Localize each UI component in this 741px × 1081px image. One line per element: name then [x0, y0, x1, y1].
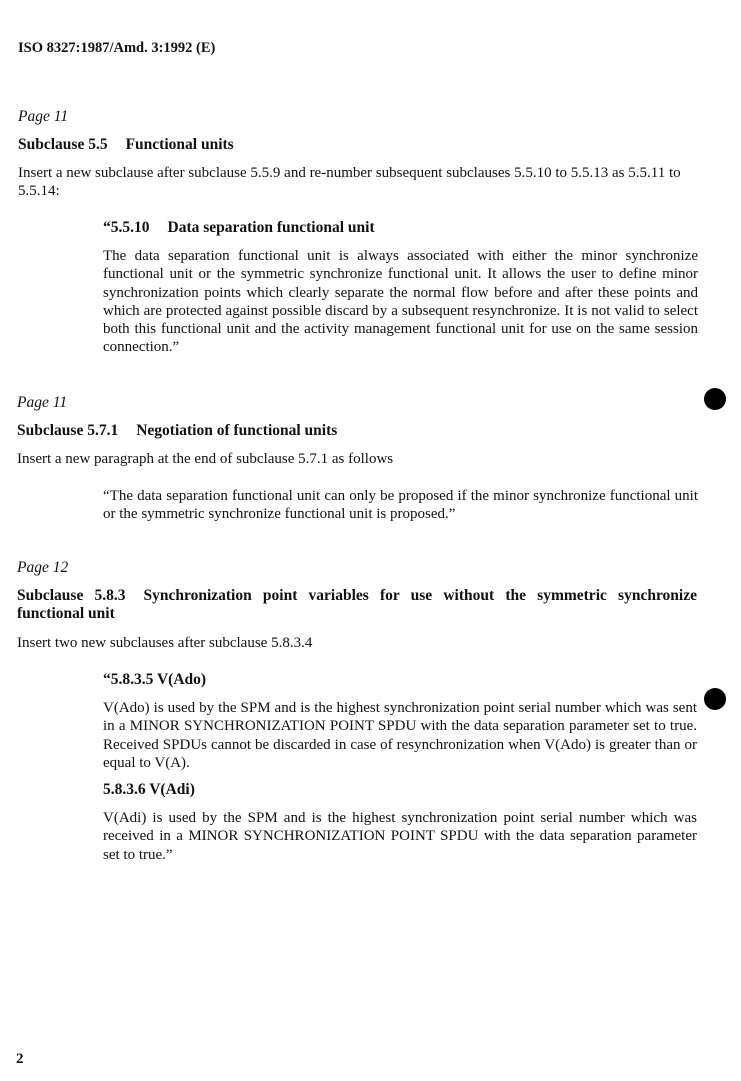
subclause-number: Subclause 5.7.1 [17, 422, 119, 439]
v-ado-paragraph: V(Ado) is used by the SPM and is the highest synchronization point serial number which was sent in a MINOR SYNCHRONIZATION POINT SPDU with the data separation parameter set to true. Received SPDUs cannot be discarded in case of resynchronization when V(Ado) is greater than or equal to V(A). [103, 700, 697, 771]
v-ado-heading: “5.8.3.5 V(Ado) [103, 671, 207, 688]
subclause-title: Functional units [125, 136, 234, 153]
subclause-heading-1 [18, 136, 234, 154]
margin-change-mark-icon [704, 688, 726, 710]
quote-heading-title: Data separation functional unit [167, 219, 375, 236]
page-ref-2: Page 11 [17, 394, 68, 411]
quote-heading-1 [103, 219, 375, 237]
instruction-3: Insert two new subclauses after subclause 5.8.3.4 [17, 635, 313, 651]
page-ref-3: Page 12 [17, 559, 69, 576]
quoted-paragraph-1: The data separation functional unit is always associated with either the minor synchronize functional unit or the symmetric synchronize functional unit. It allows the user to define minor synchronization points which clearly separate the normal flow before and after these points and which are protected against possible discard by a subsequent resynchronize. It is not valid to select both this functional unit and the activity management functional unit for use on the same session connection.” [103, 248, 698, 356]
subclause-title: Negotiation of functional units [136, 422, 338, 439]
quote-heading-number: “5.5.10 [103, 219, 150, 236]
subclause-title: Synchronization point variables for use without the symmetric synchronize functional unit [17, 587, 697, 623]
page-ref-1: Page 11 [18, 108, 69, 125]
margin-change-mark-icon [704, 388, 726, 410]
quoted-paragraph-2: “The data separation functional unit can only be proposed if the minor synchronize functional unit or the symmetric synchronize functional unit is proposed.” [103, 488, 698, 523]
document-header: ISO 8327:1987/Amd. 3:1992 (E) [18, 40, 216, 56]
subclause-heading-2 [17, 422, 337, 440]
v-adi-heading: 5.8.3.6 V(Adi) [103, 781, 195, 798]
instruction-1: Insert a new subclause after subclause 5.5.9 and re-number subsequent subclauses 5.5.10 to 5.5.13 as 5.5.11 to 5.5.14: [18, 165, 681, 200]
instruction-2: Insert a new paragraph at the end of subclause 5.7.1 as follows [17, 451, 394, 467]
v-adi-paragraph: V(Adi) is used by the SPM and is the highest synchronization point serial number which was received in a MINOR SYNCHRONIZATION POINT SPDU with the data separation parameter set to true.” [103, 810, 697, 863]
subclause-heading-3 [17, 587, 697, 624]
subclause-number: Subclause 5.5 [18, 136, 108, 153]
subclause-number: Subclause 5.8.3 [17, 587, 126, 604]
page-number: 2 [16, 1051, 24, 1067]
